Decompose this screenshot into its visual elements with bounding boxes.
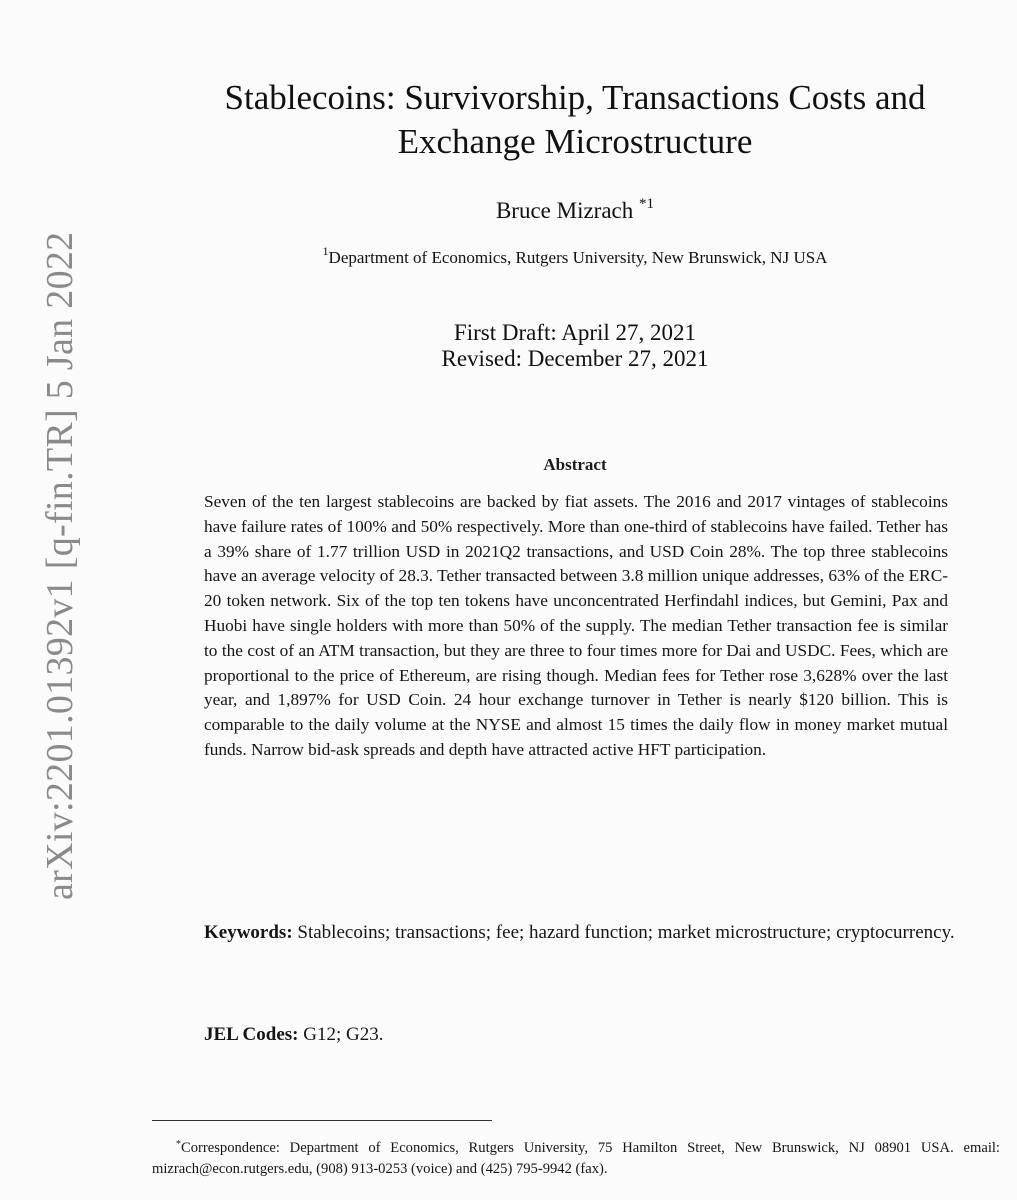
jel-label: JEL Codes: bbox=[204, 1024, 299, 1045]
jel-codes: G12; G23. bbox=[303, 1024, 384, 1045]
author-footnote-marks: *1 bbox=[639, 196, 655, 212]
keywords-paragraph bbox=[152, 920, 1000, 945]
paper-title bbox=[150, 76, 1000, 164]
abstract-text: Seven of the ten largest stablecoins are backed by fiat assets. The 2016 and 2017 vintages of stablecoins have failure rates of 100% and 50% respectively. More than one-third of stablecoins have failed. Tether has a 39% share of 1.77 trillion USD in 2021Q2 transactions, and USD Coin 28%. The top three stablecoins have an average velocity of 28.3. Tether transacted between 3.8 million unique addresses, 63% of the ERC-20 token network. Six of the top ten tokens have unconcentrated Herfindahl indices, but Gemini, Pax and Huobi have single holders with more than 50% of the supply. The median Tether transaction fee is similar to the cost of an ATM transaction, but they are three to four times more for Dai and USDC. Fees, which are proportional to the price of Ethereum, are rising though. Median fees for Tether rose 3,628% over the last year, and 1,897% for USD Coin. 24 hour exchange turnover in Tether is nearly $120 billion. This is comparable to the daily volume at the NYSE and almost 15 times the daily flow in money market mutual funds. Narrow bid-ask spreads and depth have attracted active HFT participation. bbox=[204, 492, 948, 759]
correspondence-footnote bbox=[152, 1134, 1000, 1180]
first-draft-date: First Draft: April 27, 2021 bbox=[453, 320, 697, 345]
title-line-1: Stablecoins: Survivorship, Transactions Costs and bbox=[224, 78, 926, 117]
affiliation-text: Department of Economics, Rutgers University, New Brunswick, NJ USA bbox=[328, 248, 828, 267]
title-line-2: Exchange Microstructure bbox=[397, 122, 753, 161]
footnote-divider bbox=[152, 1120, 492, 1121]
footnote-text: Correspondence: Department of Economics, Rutgers University, 75 Hamilton Street, New Brunswick, NJ 08901 USA. email: mizrach@econ.rutgers.edu, (908) 913-0253 (voice) and (425) 795-9942 (fax). bbox=[152, 1140, 1000, 1177]
abstract-heading: Abstract bbox=[543, 455, 607, 474]
jel-codes-line bbox=[204, 1024, 383, 1046]
keywords-label: Keywords: bbox=[204, 922, 293, 943]
author-name: Bruce Mizrach bbox=[495, 198, 634, 223]
draft-dates bbox=[150, 320, 1000, 372]
affiliation-line bbox=[150, 244, 1000, 268]
affiliation-mark: 1 bbox=[322, 244, 329, 258]
revised-date: Revised: December 27, 2021 bbox=[441, 346, 709, 371]
keywords-text: Stablecoins; transactions; fee; hazard function; market microstructure; cryptocurrency. bbox=[297, 922, 955, 943]
footnote-mark: * bbox=[176, 1139, 181, 1150]
author-line bbox=[150, 196, 1000, 224]
arxiv-identifier-stamp: arXiv:2201.01392v1 [q-fin.TR] 5 Jan 2022 bbox=[39, 231, 81, 900]
